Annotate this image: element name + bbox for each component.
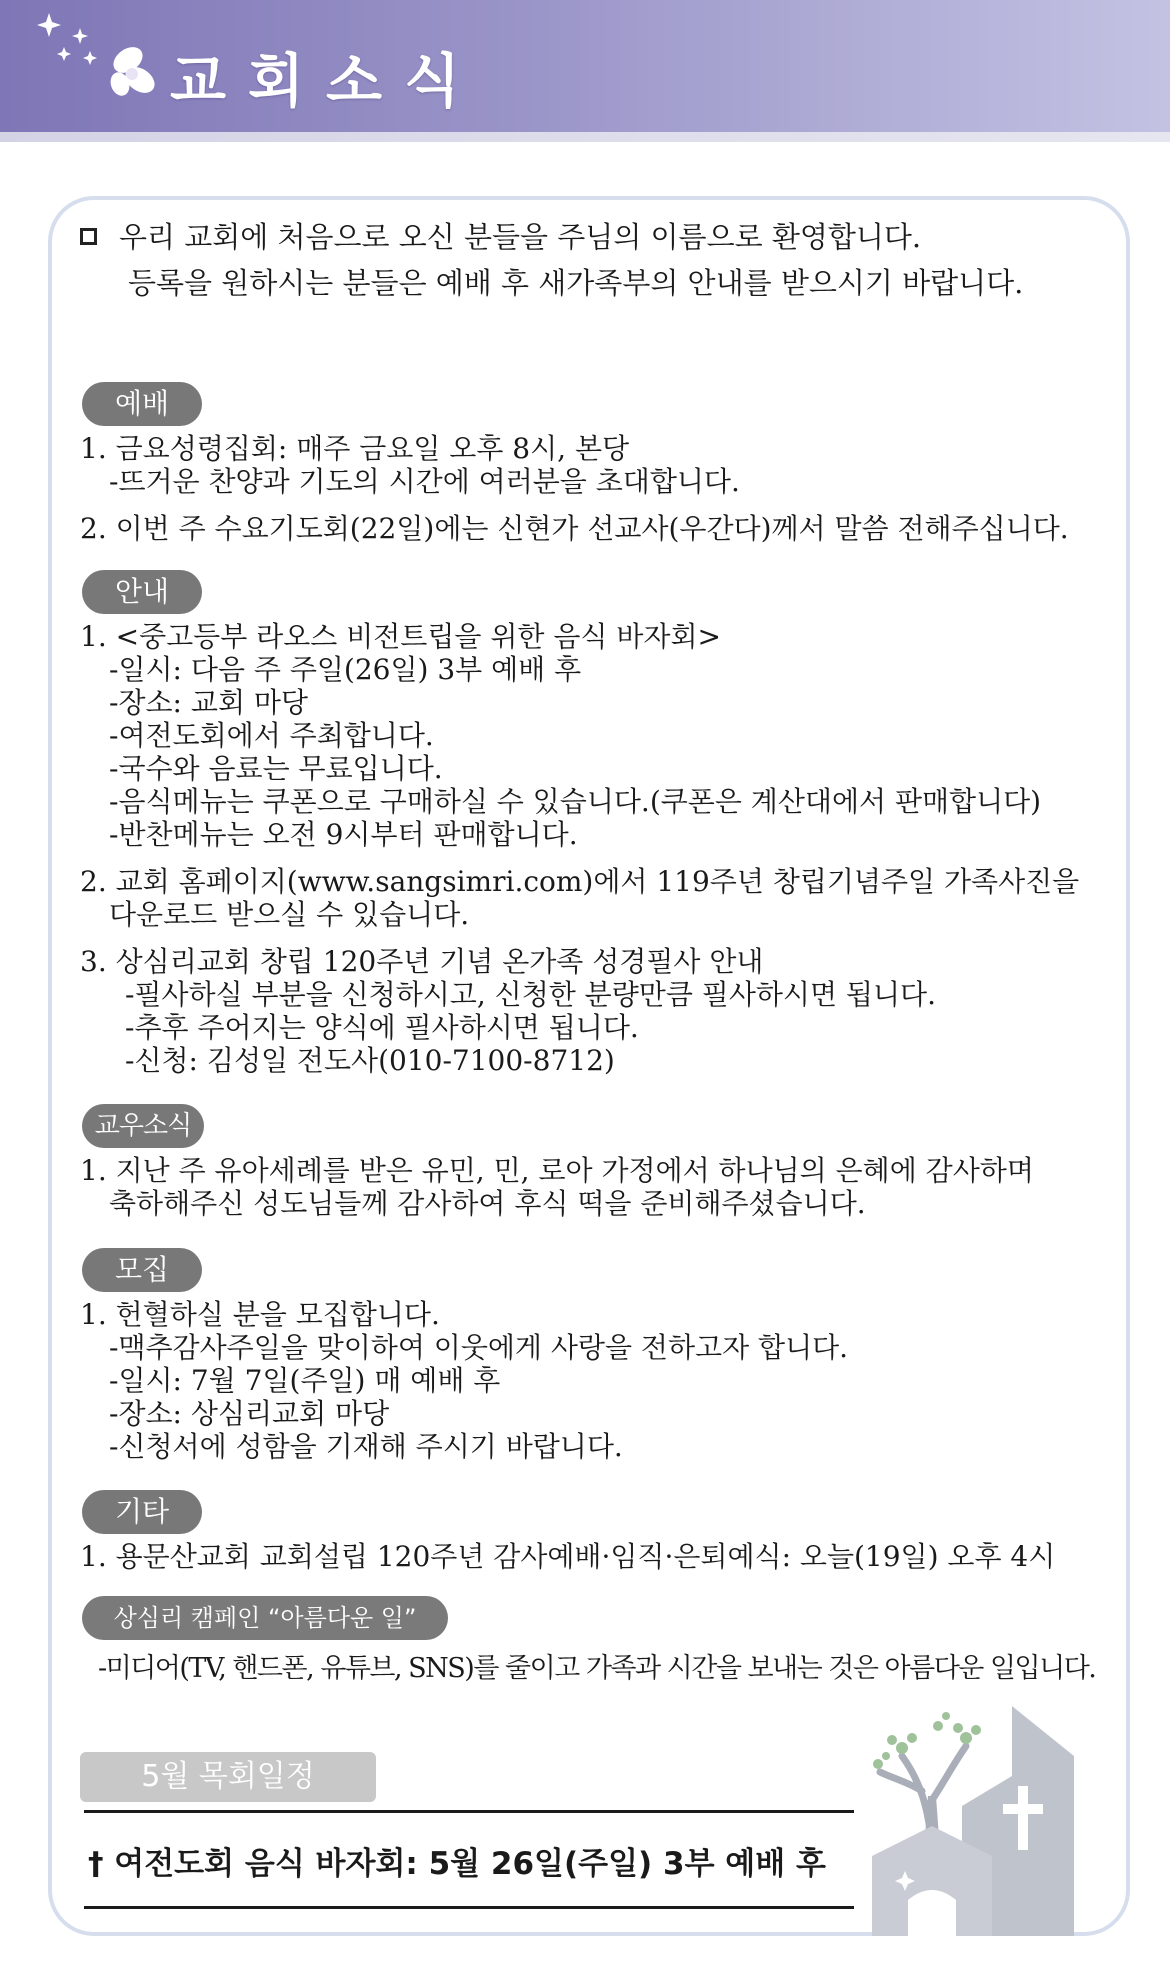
list-item: 2. 교회 홈페이지(www.sangsimri.com)에서 119주년 창립기념주일 가족사진을 — [80, 865, 1080, 898]
list-subitem: -일시: 7월 7일(주일) 매 예배 후 — [109, 1364, 501, 1397]
list-subitem: -필사하실 부분을 신청하시고, 신청한 분량만큼 필사하시면 됩니다. — [125, 978, 936, 1011]
section-recruit — [80, 1298, 1120, 1463]
list-subitem: -국수와 음료는 무료입니다. — [109, 752, 443, 785]
list-subitem: -일시: 다음 주 주일(26일) 3부 예배 후 — [109, 653, 582, 686]
campaign-label: 상심리 캠페인 “아름다운 일” — [82, 1596, 448, 1640]
checkbox-square-icon — [80, 228, 97, 245]
welcome-line: 등록을 원하시는 분들은 예배 후 새가족부의 안내를 받으시기 바랍니다. — [128, 266, 1024, 300]
section-label-members: 교우소식 — [82, 1104, 204, 1148]
section-label-etc: 기타 — [82, 1490, 202, 1534]
list-subitem: -장소: 상심리교회 마당 — [109, 1397, 390, 1430]
list-subitem: -반찬메뉴는 오전 9시부터 판매합니다. — [109, 818, 578, 851]
list-item: 1. <중고등부 라오스 비전트립을 위한 음식 바자회> — [80, 620, 721, 653]
section-label-notice: 안내 — [82, 570, 202, 614]
sparkle-flower-icon — [28, 4, 168, 104]
list-subitem: -맥추감사주일을 맞이하여 이웃에게 사랑을 전하고자 합니다. — [109, 1331, 849, 1364]
page-title: 교회소식 — [170, 47, 483, 115]
divider — [84, 1810, 854, 1813]
list-item: 1. 용문산교회 교회설립 120주년 감사예배·임직·은퇴예식: 오늘(19일) 오후 4시 — [80, 1540, 1056, 1573]
list-item: 1. 지난 주 유아세례를 받은 유민, 민, 로아 가정에서 하나님의 은혜에 감사하며 — [80, 1154, 1034, 1187]
list-item: 3. 상심리교회 창립 120주년 기념 온가족 성경필사 안내 — [80, 945, 764, 978]
welcome-line: 우리 교회에 처음으로 오신 분들을 주님의 이름으로 환영합니다. — [119, 220, 922, 254]
divider — [84, 1906, 854, 1909]
list-subitem: -장소: 교회 마당 — [109, 686, 308, 719]
list-item: 2. 이번 주 수요기도회(22일)에는 신현가 선교사(우간다)께서 말씀 전해주십니다. — [80, 512, 1069, 545]
list-item-continued: 다운로드 받으실 수 있습니다. — [109, 898, 470, 931]
schedule-entry: † 여전도회 음식 바자회: 5월 26일(주일) 3부 예배 후 — [88, 1846, 826, 1882]
section-label-recruit: 모집 — [82, 1248, 202, 1292]
header-divider — [0, 132, 1170, 142]
list-subitem: -음식메뉴는 쿠폰으로 구매하실 수 있습니다.(쿠폰은 계산대에서 판매합니다) — [109, 785, 1042, 818]
schedule-tab: 5월 목회일정 — [80, 1752, 376, 1802]
welcome-message — [80, 214, 1120, 306]
list-item: 1. 헌혈하실 분을 모집합니다. — [80, 1298, 440, 1331]
section-label-worship: 예배 — [82, 382, 202, 426]
section-members — [80, 1154, 1120, 1220]
list-subitem: -추후 주어지는 양식에 필사하시면 됩니다. — [125, 1011, 639, 1044]
church-tree-icon — [862, 1686, 1094, 1936]
section-notice — [80, 620, 1120, 1077]
list-subitem: -뜨거운 찬양과 기도의 시간에 여러분을 초대합니다. — [109, 465, 740, 498]
section-etc — [80, 1540, 1120, 1573]
list-item-continued: 축하해주신 성도님들께 감사하여 후식 떡을 준비해주셨습니다. — [109, 1187, 866, 1220]
section-worship — [80, 432, 1120, 545]
list-subitem: -신청: 김성일 전도사(010-7100-8712) — [125, 1044, 615, 1077]
list-subitem: -여전도회에서 주최합니다. — [109, 719, 434, 752]
campaign-text: -미디어(TV, 핸드폰, 유튜브, SNS)를 줄이고 가족과 시간을 보내는 것은 아름다운 일입니다. — [98, 1653, 1096, 1684]
list-item: 1. 금요성령집회: 매주 금요일 오후 8시, 본당 — [80, 432, 630, 465]
list-subitem: -신청서에 성함을 기재해 주시기 바랍니다. — [109, 1430, 623, 1463]
